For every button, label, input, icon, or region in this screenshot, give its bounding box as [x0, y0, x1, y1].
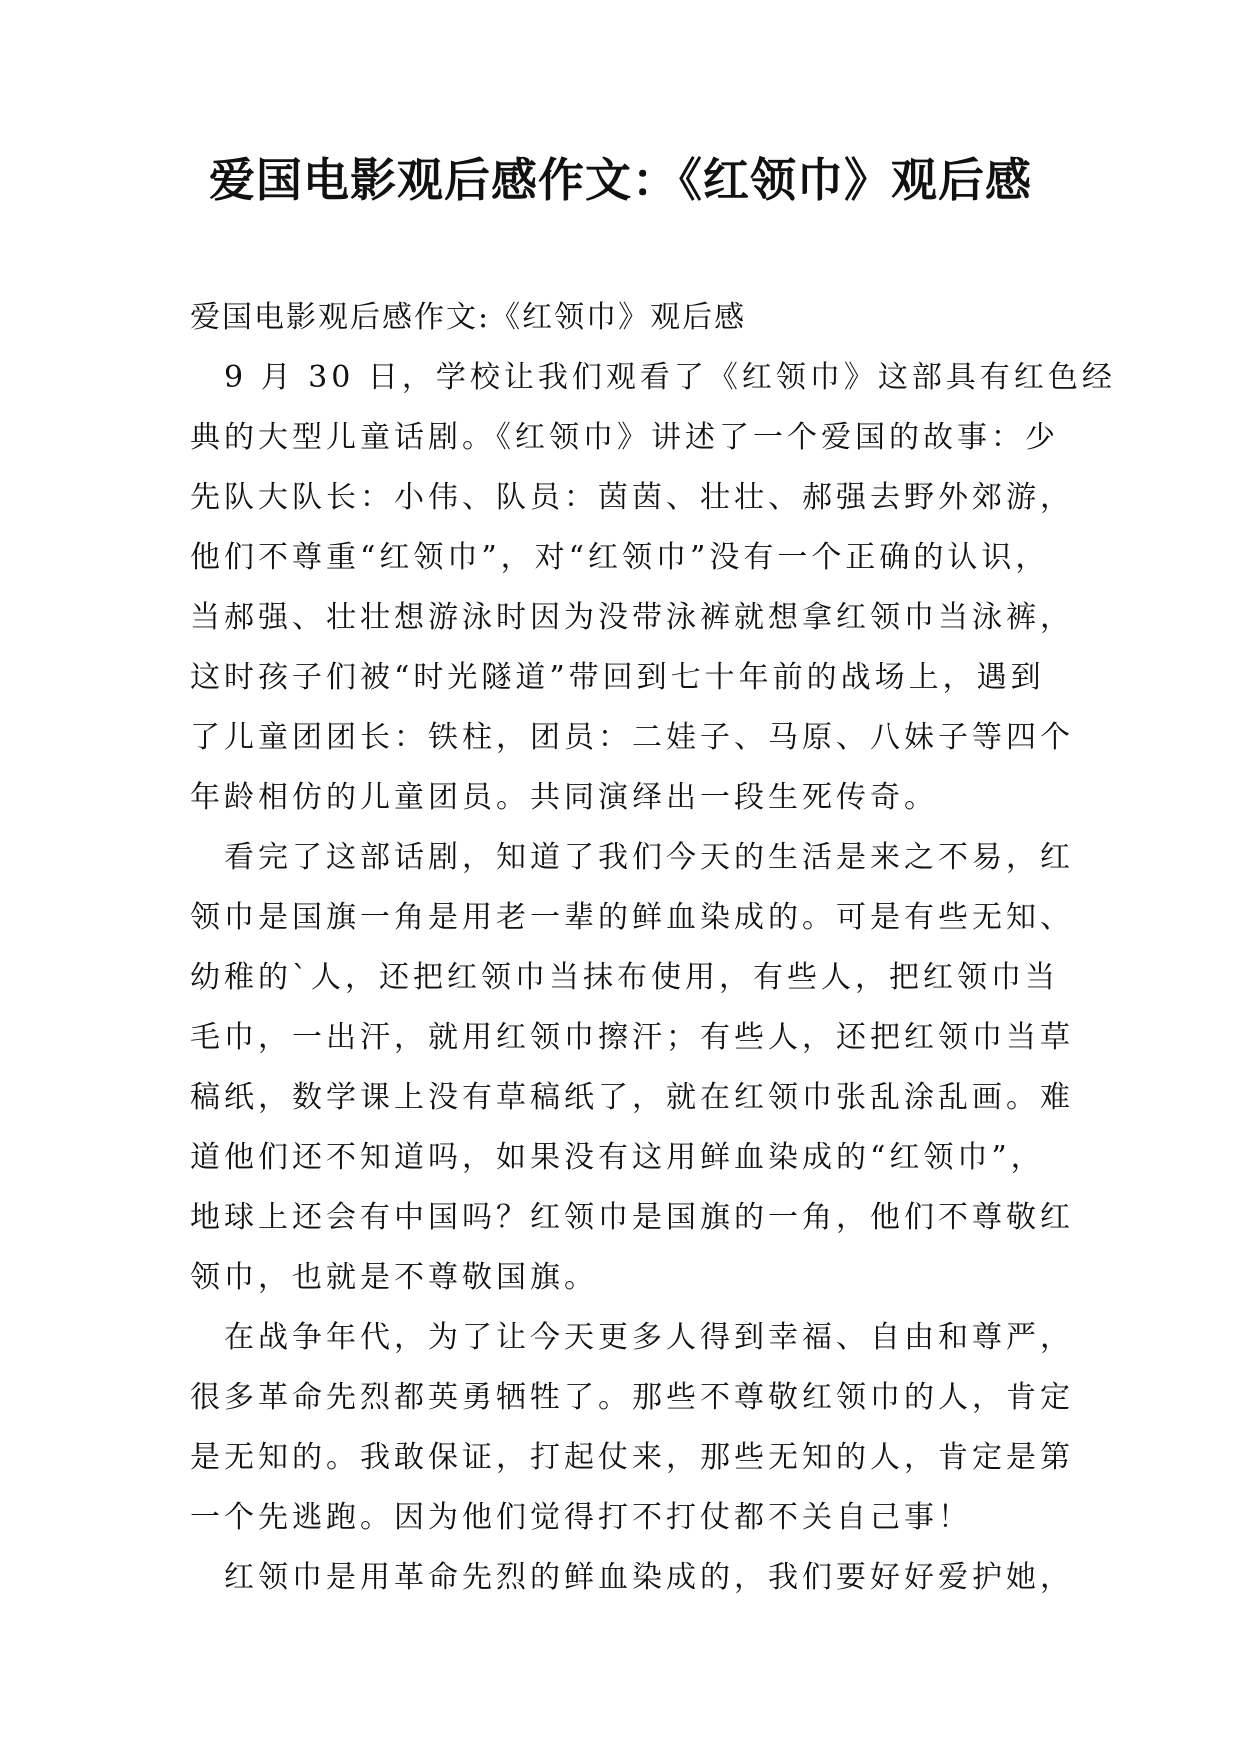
paragraph-2-line: 幼稚的`人，还把红领巾当抹布使用，有些人，把红领巾当	[190, 960, 1059, 995]
paragraph-3-line: 在战争年代，为了让今天更多人得到幸福、自由和尊严，	[224, 1320, 1074, 1355]
paragraph-3-line: 一个先逃跑。因为他们觉得打不打仗都不关自己事！	[190, 1500, 972, 1535]
paragraph-2-line: 稿纸，数学课上没有草稿纸了，就在红领巾张乱涂乱画。难	[190, 1080, 1074, 1115]
paragraph-1-line: 当郝强、壮壮想游泳时因为没带泳裤就想拿红领巾当泳裤，	[190, 600, 1074, 635]
paragraph-1-line: 了儿童团团长：铁柱，团员：二娃子、马原、八妹子等四个	[190, 720, 1074, 755]
paragraph-2-line: 看完了这部话剧，知道了我们今天的生活是来之不易，红	[224, 840, 1074, 875]
paragraph-1-line: 年龄相仿的儿童团员。共同演绎出一段生死传奇。	[190, 780, 938, 815]
paragraph-1-line: 典的大型儿童话剧。《红领巾》讲述了一个爱国的故事：少	[190, 420, 1059, 455]
document-body	[190, 288, 1116, 1608]
paragraph-1-line: 先队大队长：小伟、队员：茵茵、壮壮、郝强去野外郊游，	[190, 480, 1074, 515]
body-subtitle: 爱国电影观后感作文:《红领巾》观后感	[190, 300, 747, 335]
paragraph-2-line: 道他们还不知道吗，如果没有这用鲜血染成的“红领巾”，	[190, 1140, 1045, 1175]
document-title: 爱国电影观后感作文：《红领巾》观后感	[209, 153, 1032, 207]
paragraph-1-line: 9 月 30 日，学校让我们观看了《红领巾》这部具有红色经	[224, 360, 1116, 395]
paragraph-2-line: 毛巾，一出汗，就用红领巾擦汗；有些人，还把红领巾当草	[190, 1020, 1074, 1055]
paragraph-2-line: 地球上还会有中国吗？红领巾是国旗的一角，他们不尊敬红	[190, 1200, 1074, 1235]
paragraph-2-line: 领巾，也就是不尊敬国旗。	[190, 1260, 598, 1295]
paragraph-2-line: 领巾是国旗一角是用老一辈的鲜血染成的。可是有些无知、	[190, 900, 1074, 935]
paragraph-1-line: 这时孩子们被“时光隧道”带回到七十年前的战场上，遇到	[190, 660, 1045, 695]
paragraph-3-line: 是无知的。我敢保证，打起仗来，那些无知的人，肯定是第	[190, 1440, 1074, 1475]
paragraph-1-line: 他们不尊重“红领巾”，对“红领巾”没有一个正确的认识，	[190, 540, 1050, 575]
paragraph-3-line: 很多革命先烈都英勇牺牲了。那些不尊敬红领巾的人，肯定	[190, 1380, 1074, 1415]
paragraph-4-line: 红领巾是用革命先烈的鲜血染成的，我们要好好爱护她，	[224, 1560, 1074, 1595]
